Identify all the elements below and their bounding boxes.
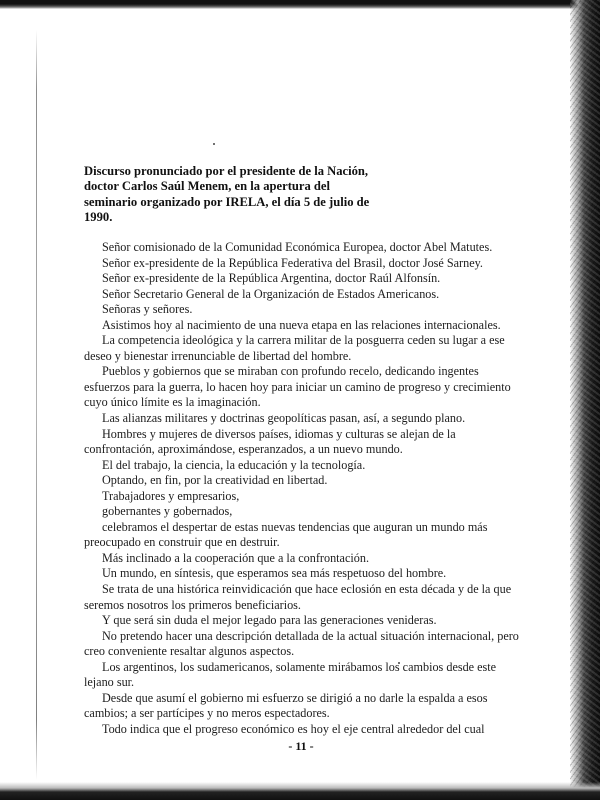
paragraph: Señoras y señores. bbox=[102, 302, 193, 317]
paragraph: Señor ex-presidente de la República Argentina, doctor Raúl Alfonsín. bbox=[102, 271, 441, 286]
paragraph: celebramos el despertar de estas nuevas tendencias que auguran un mundo más preocupado en construir que en destruir. bbox=[84, 519, 488, 550]
stray-mark bbox=[213, 143, 215, 145]
paragraph: Señor Secretario General de la Organización de Estados Americanos. bbox=[102, 286, 440, 301]
scan-edge-top bbox=[0, 0, 600, 9]
paragraph: Hombres y mujeres de diversos países, idiomas y culturas se alejan de la confrontación, aproximándose, esperanzados, a un nuevo mundo. bbox=[84, 426, 456, 457]
paragraph: Optando, en fin, por la creatividad en libertad. bbox=[102, 473, 328, 488]
paragraph: Trabajadores y empresarios, bbox=[102, 488, 240, 503]
paragraph: Asistimos hoy al nacimiento de una nueva etapa en las relaciones internacionales. bbox=[102, 317, 501, 332]
binding-line bbox=[36, 30, 37, 780]
paragraph: Un mundo, en síntesis, que esperamos sea más respetuoso del hombre. bbox=[102, 566, 447, 581]
paragraph: Señor comisionado de la Comunidad Económica Europea, doctor Abel Matutes. bbox=[102, 240, 493, 254]
paragraph: Se trata de una histórica reinvidicación que hace eclosión en esta década y de la que seremos nosotros los primeros beneficiarios. bbox=[84, 582, 512, 612]
paragraph: Las alianzas militares y doctrinas geopolíticas pasan, así, a segundo plano. bbox=[102, 411, 466, 426]
speech-body bbox=[84, 240, 524, 738]
speech-heading: Discurso pronunciado por el presidente de la Nación, doctor Carlos Saúl Menem, en la apertura del seminario organizado por IRELA, el día 5 de julio de 1990. bbox=[84, 164, 370, 224]
paragraph: Pueblos y gobiernos que se miraban con profundo recelo, dedicando ingentes esfuerzos para la guerra, lo hacen hoy para iniciar un camino de progreso y crecimiento cuyo único límite es la imaginación. bbox=[84, 364, 511, 410]
scan-edge-right bbox=[570, 0, 600, 800]
paragraph: Señor ex-presidente de la República Federativa del Brasil, doctor José Sarney. bbox=[102, 255, 483, 270]
paragraph: Los argentinos, los sudamericanos, solamente mirábamos los cambios desde este lejano sur. bbox=[84, 659, 497, 690]
paragraph: No pretendo hacer una descripción detallada de la actual situación internacional, pero creo conveniente resaltar algunos aspectos. bbox=[84, 628, 519, 659]
paragraph: Y que será sin duda el mejor legado para las generaciones venideras. bbox=[102, 613, 437, 628]
page-number: - 11 - bbox=[288, 739, 314, 753]
paragraph: Desde que asumí el gobierno mi esfuerzo se dirigió a no darle la espalda a esos cambios; a ser partícipes y no meros espectadores. bbox=[84, 690, 488, 721]
paragraph: gobernantes y gobernados, bbox=[102, 504, 233, 519]
paragraph: La competencia ideológica y la carrera militar de la posguerra ceden su lugar a ese deseo y bienestar irrenunciable de libertad del hombre. bbox=[84, 333, 505, 363]
paragraph: El del trabajo, la ciencia, la educación y la tecnología. bbox=[102, 457, 366, 472]
paragraph: Todo indica que el progreso económico es hoy el eje central alrededor del cual bbox=[102, 721, 485, 736]
scan-edge-bottom bbox=[0, 782, 600, 800]
paragraph: Más inclinado a la cooperación que a la confrontación. bbox=[102, 550, 370, 565]
